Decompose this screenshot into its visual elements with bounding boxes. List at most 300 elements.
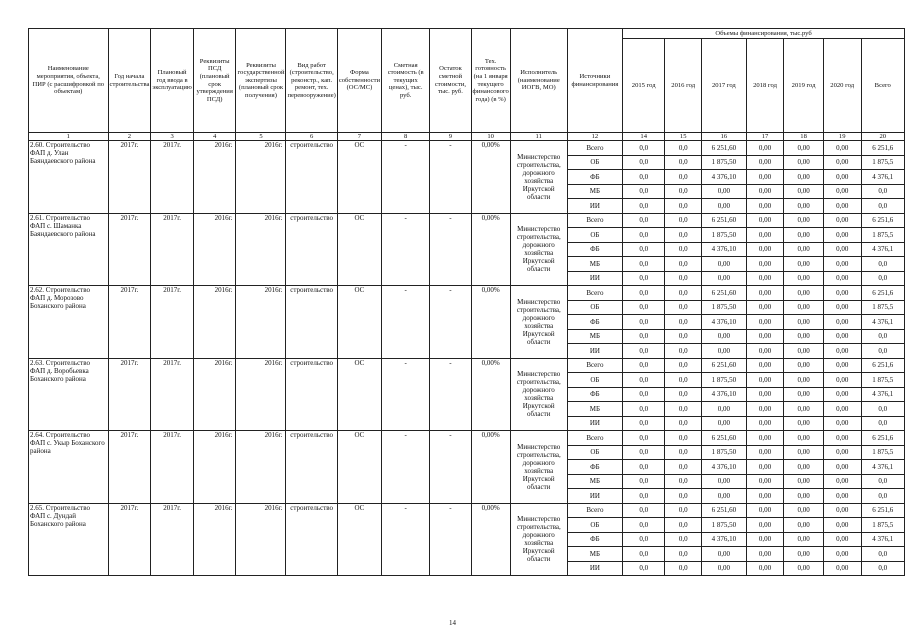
funding-value: 0,00 (746, 242, 784, 257)
column-number: 11 (510, 133, 567, 141)
funding-value: 0,00 (746, 416, 784, 431)
funding-value: 0,00 (702, 402, 747, 417)
funding-value: 0,00 (784, 228, 823, 243)
funding-value: 0,0 (665, 170, 702, 185)
funding-value: 0,0 (665, 460, 702, 475)
funding-value: 0,00 (746, 532, 784, 547)
plan-year: 2017г. (151, 431, 193, 504)
funding-source: ИИ (567, 271, 622, 286)
funding-total: 0,0 (861, 257, 904, 272)
funding-source: ФБ (567, 242, 622, 257)
funding-value: 0,00 (823, 213, 861, 228)
funding-value: 0,0 (623, 300, 665, 315)
psd-date: 2016г. (193, 358, 236, 431)
funding-value: 0,00 (823, 503, 861, 518)
funding-table (28, 28, 905, 576)
funding-value: 0,0 (623, 373, 665, 388)
funding-value: 6 251,60 (702, 141, 747, 156)
funding-source: Всего (567, 431, 622, 446)
funding-value: 0,0 (665, 358, 702, 373)
funding-value: 0,00 (784, 329, 823, 344)
funding-value: 0,00 (746, 184, 784, 199)
header-plan-year: Плановый год ввода в эксплуатацию (151, 29, 193, 133)
ownership: ОС (337, 286, 381, 359)
funding-value: 0,00 (784, 561, 823, 576)
funding-value: 0,00 (746, 431, 784, 446)
funding-value: 0,0 (665, 416, 702, 431)
work-type: строительство (286, 286, 337, 359)
funding-value: 0,00 (784, 431, 823, 446)
funding-value: 0,00 (784, 503, 823, 518)
funding-value: 0,00 (823, 387, 861, 402)
document-sheet (28, 28, 905, 576)
project-name: 2.65. Строительство ФАП с. Дундай Боханского района (29, 503, 109, 576)
funding-value: 0,0 (665, 315, 702, 330)
estimate: - (382, 503, 430, 576)
funding-value: 0,00 (746, 141, 784, 156)
expertise-date: 2016г. (236, 141, 286, 214)
funding-value: 0,0 (665, 532, 702, 547)
funding-value: 0,0 (665, 431, 702, 446)
funding-value: 0,0 (665, 387, 702, 402)
funding-value: 0,00 (823, 286, 861, 301)
ownership: ОС (337, 431, 381, 504)
funding-value: 0,00 (823, 474, 861, 489)
funding-source: ФБ (567, 170, 622, 185)
funding-value: 0,0 (665, 184, 702, 199)
funding-value: 0,0 (665, 199, 702, 214)
work-type: строительство (286, 141, 337, 214)
page-number: 14 (449, 619, 456, 627)
funding-value: 0,00 (746, 155, 784, 170)
expertise-date: 2016г. (236, 358, 286, 431)
funding-value: 0,0 (665, 228, 702, 243)
table-row (29, 141, 905, 156)
funding-value: 0,00 (746, 503, 784, 518)
funding-value: 0,00 (702, 344, 747, 359)
funding-value: 0,00 (823, 329, 861, 344)
funding-value: 0,00 (784, 199, 823, 214)
funding-value: 0,00 (702, 474, 747, 489)
funding-value: 0,0 (665, 242, 702, 257)
funding-source: ФБ (567, 387, 622, 402)
funding-value: 0,0 (623, 431, 665, 446)
funding-value: 0,0 (623, 199, 665, 214)
expertise-date: 2016г. (236, 503, 286, 576)
funding-source: ОБ (567, 445, 622, 460)
funding-source: ОБ (567, 228, 622, 243)
funding-value: 6 251,60 (702, 213, 747, 228)
column-number: 16 (702, 133, 747, 141)
funding-value: 0,00 (823, 170, 861, 185)
funding-source: ИИ (567, 344, 622, 359)
start-year: 2017г. (108, 141, 151, 214)
funding-value: 0,00 (746, 547, 784, 562)
funding-value: 0,00 (702, 489, 747, 504)
funding-total: 6 251,6 (861, 358, 904, 373)
funding-value: 0,0 (623, 474, 665, 489)
funding-value: 0,0 (665, 402, 702, 417)
funding-source: МБ (567, 547, 622, 562)
funding-value: 0,00 (823, 141, 861, 156)
start-year: 2017г. (108, 213, 151, 286)
funding-value: 0,0 (623, 242, 665, 257)
funding-total: 4 376,1 (861, 387, 904, 402)
funding-source: МБ (567, 329, 622, 344)
readiness: 0,00% (471, 286, 510, 359)
funding-value: 0,0 (623, 257, 665, 272)
funding-value: 0,0 (665, 561, 702, 576)
ownership: ОС (337, 358, 381, 431)
psd-date: 2016г. (193, 503, 236, 576)
funding-value: 0,0 (665, 300, 702, 315)
funding-value: 0,0 (623, 561, 665, 576)
estimate: - (382, 286, 430, 359)
header-expertise: Реквизиты государственной экспертизы (плановый срок получения) (236, 29, 286, 133)
funding-value: 0,0 (623, 460, 665, 475)
funding-value: 0,00 (823, 402, 861, 417)
funding-value: 0,0 (665, 373, 702, 388)
funding-value: 0,0 (623, 503, 665, 518)
start-year: 2017г. (108, 503, 151, 576)
ownership: ОС (337, 503, 381, 576)
header-year: 2016 год (665, 39, 702, 133)
estimate: - (382, 431, 430, 504)
funding-value: 0,00 (746, 460, 784, 475)
funding-value: 0,00 (823, 547, 861, 562)
work-type: строительство (286, 213, 337, 286)
column-number: 14 (623, 133, 665, 141)
column-number: 3 (151, 133, 193, 141)
funding-total: 0,0 (861, 344, 904, 359)
funding-value: 0,00 (746, 445, 784, 460)
funding-value: 0,0 (623, 402, 665, 417)
funding-value: 0,00 (702, 257, 747, 272)
funding-value: 0,00 (784, 170, 823, 185)
funding-total: 6 251,6 (861, 286, 904, 301)
column-number: 6 (286, 133, 337, 141)
funding-value: 0,00 (784, 213, 823, 228)
funding-source: ИИ (567, 489, 622, 504)
funding-value: 0,0 (665, 474, 702, 489)
funding-value: 0,0 (623, 518, 665, 533)
funding-value: 0,00 (823, 344, 861, 359)
funding-value: 0,0 (665, 445, 702, 460)
funding-total: 1 875,5 (861, 518, 904, 533)
funding-value: 0,0 (623, 141, 665, 156)
funding-value: 0,00 (746, 373, 784, 388)
funding-value: 0,00 (746, 315, 784, 330)
funding-value: 0,0 (623, 228, 665, 243)
funding-total: 6 251,6 (861, 431, 904, 446)
estimate: - (382, 358, 430, 431)
funding-value: 1 875,50 (702, 300, 747, 315)
executor: Министерство строительства, дорожного хозяйства Иркутской области (510, 503, 567, 576)
table-row (29, 503, 905, 518)
funding-value: 0,00 (746, 561, 784, 576)
table-body (29, 141, 905, 576)
funding-source: ФБ (567, 460, 622, 475)
funding-total: 0,0 (861, 561, 904, 576)
funding-source: ОБ (567, 300, 622, 315)
funding-total: 0,0 (861, 402, 904, 417)
funding-source: ФБ (567, 315, 622, 330)
funding-source: Всего (567, 286, 622, 301)
header-year: 2020 год (823, 39, 861, 133)
funding-source: МБ (567, 184, 622, 199)
funding-value: 0,0 (623, 416, 665, 431)
funding-total: 1 875,5 (861, 373, 904, 388)
funding-value: 0,00 (746, 387, 784, 402)
header-start-year: Год начала строительства (108, 29, 151, 133)
funding-value: 4 376,10 (702, 315, 747, 330)
readiness: 0,00% (471, 431, 510, 504)
funding-source: Всего (567, 213, 622, 228)
executor: Министерство строительства, дорожного хозяйства Иркутской области (510, 286, 567, 359)
funding-value: 0,00 (784, 344, 823, 359)
funding-value: 0,0 (623, 271, 665, 286)
header-funding: Объемы финансирования, тыс.руб (623, 29, 905, 39)
funding-source: МБ (567, 474, 622, 489)
funding-value: 0,00 (784, 315, 823, 330)
funding-value: 0,0 (665, 547, 702, 562)
funding-value: 0,00 (746, 286, 784, 301)
expertise-date: 2016г. (236, 286, 286, 359)
funding-value: 0,0 (623, 315, 665, 330)
funding-total: 6 251,6 (861, 141, 904, 156)
header-name: Наименование мероприятия, объекта, ПИР (с расшифровкой по объектам) (29, 29, 109, 133)
header-sources: Источники финансирования (567, 29, 622, 133)
funding-value: 0,0 (623, 358, 665, 373)
funding-value: 0,0 (665, 344, 702, 359)
funding-value: 0,00 (784, 373, 823, 388)
remaining: - (430, 213, 471, 286)
funding-value: 1 875,50 (702, 373, 747, 388)
work-type: строительство (286, 503, 337, 576)
funding-source: МБ (567, 257, 622, 272)
column-number: 8 (382, 133, 430, 141)
funding-value: 0,00 (823, 489, 861, 504)
funding-value: 0,00 (823, 271, 861, 286)
funding-value: 4 376,10 (702, 460, 747, 475)
psd-date: 2016г. (193, 141, 236, 214)
remaining: - (430, 503, 471, 576)
column-number: 19 (823, 133, 861, 141)
funding-total: 4 376,1 (861, 460, 904, 475)
column-number: 15 (665, 133, 702, 141)
funding-value: 0,0 (623, 170, 665, 185)
psd-date: 2016г. (193, 213, 236, 286)
table-row (29, 213, 905, 228)
table-row (29, 358, 905, 373)
column-number: 7 (337, 133, 381, 141)
funding-total: 1 875,5 (861, 300, 904, 315)
funding-value: 0,00 (746, 300, 784, 315)
funding-value: 0,00 (823, 228, 861, 243)
start-year: 2017г. (108, 431, 151, 504)
funding-value: 0,0 (665, 257, 702, 272)
funding-total: 4 376,1 (861, 315, 904, 330)
funding-value: 0,00 (746, 358, 784, 373)
funding-value: 0,00 (823, 445, 861, 460)
funding-source: ИИ (567, 561, 622, 576)
funding-value: 0,00 (823, 184, 861, 199)
readiness: 0,00% (471, 213, 510, 286)
executor: Министерство строительства, дорожного хозяйства Иркутской области (510, 141, 567, 214)
funding-value: 0,00 (784, 184, 823, 199)
funding-value: 0,00 (823, 315, 861, 330)
funding-value: 0,0 (623, 532, 665, 547)
header-total: Всего (861, 39, 904, 133)
header-year: 2018 год (746, 39, 784, 133)
funding-value: 0,00 (784, 286, 823, 301)
funding-value: 0,00 (823, 518, 861, 533)
funding-value: 6 251,60 (702, 286, 747, 301)
executor: Министерство строительства, дорожного хозяйства Иркутской области (510, 358, 567, 431)
funding-value: 0,00 (823, 373, 861, 388)
funding-value: 0,00 (823, 358, 861, 373)
psd-date: 2016г. (193, 431, 236, 504)
expertise-date: 2016г. (236, 431, 286, 504)
funding-value: 0,00 (823, 532, 861, 547)
funding-value: 0,00 (784, 518, 823, 533)
header-year: 2017 год (702, 39, 747, 133)
header-estimate: Сметная стоимость (в текущих ценах), тыс. руб. (382, 29, 430, 133)
project-name: 2.63. Строительство ФАП д. Воробьевка Боханского района (29, 358, 109, 431)
column-number: 9 (430, 133, 471, 141)
funding-value: 0,00 (702, 329, 747, 344)
estimate: - (382, 213, 430, 286)
column-number: 20 (861, 133, 904, 141)
readiness: 0,00% (471, 358, 510, 431)
funding-value: 0,0 (665, 489, 702, 504)
funding-value: 4 376,10 (702, 170, 747, 185)
remaining: - (430, 286, 471, 359)
funding-value: 6 251,60 (702, 431, 747, 446)
funding-value: 0,0 (623, 387, 665, 402)
funding-value: 0,00 (784, 474, 823, 489)
funding-total: 4 376,1 (861, 532, 904, 547)
funding-value: 0,0 (665, 518, 702, 533)
psd-date: 2016г. (193, 286, 236, 359)
funding-value: 0,00 (702, 561, 747, 576)
funding-value: 0,00 (746, 271, 784, 286)
funding-value: 0,00 (746, 213, 784, 228)
funding-source: Всего (567, 141, 622, 156)
funding-value: 0,00 (784, 271, 823, 286)
funding-value: 0,00 (702, 271, 747, 286)
funding-source: Всего (567, 358, 622, 373)
funding-value: 0,0 (665, 271, 702, 286)
column-number: 1 (29, 133, 109, 141)
funding-value: 0,00 (823, 242, 861, 257)
funding-value: 0,0 (623, 489, 665, 504)
header-executor: Исполнитель (наименование ИОГВ, МО) (510, 29, 567, 133)
start-year: 2017г. (108, 358, 151, 431)
funding-value: 1 875,50 (702, 518, 747, 533)
funding-value: 0,00 (702, 416, 747, 431)
funding-value: 4 376,10 (702, 242, 747, 257)
funding-value: 0,00 (746, 402, 784, 417)
funding-value: 0,00 (746, 344, 784, 359)
plan-year: 2017г. (151, 358, 193, 431)
readiness: 0,00% (471, 141, 510, 214)
funding-value: 0,00 (746, 199, 784, 214)
plan-year: 2017г. (151, 503, 193, 576)
remaining: - (430, 141, 471, 214)
funding-value: 0,00 (784, 547, 823, 562)
funding-value: 0,00 (702, 199, 747, 214)
column-number: 4 (193, 133, 236, 141)
funding-value: 0,00 (784, 358, 823, 373)
funding-source: Всего (567, 503, 622, 518)
plan-year: 2017г. (151, 141, 193, 214)
funding-total: 0,0 (861, 184, 904, 199)
funding-total: 1 875,5 (861, 445, 904, 460)
funding-value: 0,0 (665, 155, 702, 170)
funding-value: 0,0 (623, 329, 665, 344)
funding-value: 0,00 (784, 155, 823, 170)
funding-value: 0,00 (746, 170, 784, 185)
expertise-date: 2016г. (236, 213, 286, 286)
funding-value: 0,00 (702, 184, 747, 199)
funding-value: 0,00 (823, 300, 861, 315)
funding-value: 6 251,60 (702, 358, 747, 373)
funding-value: 0,0 (665, 329, 702, 344)
funding-value: 0,0 (665, 213, 702, 228)
funding-value: 0,00 (784, 416, 823, 431)
funding-source: ОБ (567, 373, 622, 388)
funding-source: ИИ (567, 199, 622, 214)
funding-value: 0,00 (746, 518, 784, 533)
funding-value: 1 875,50 (702, 228, 747, 243)
funding-value: 0,0 (665, 503, 702, 518)
funding-value: 6 251,60 (702, 503, 747, 518)
funding-value: 0,00 (823, 561, 861, 576)
funding-value: 0,00 (784, 141, 823, 156)
funding-value: 0,00 (784, 445, 823, 460)
funding-total: 0,0 (861, 271, 904, 286)
executor: Министерство строительства, дорожного хозяйства Иркутской области (510, 213, 567, 286)
project-name: 2.60. Строительство ФАП д. Улан Баяндаевского района (29, 141, 109, 214)
funding-total: 0,0 (861, 199, 904, 214)
funding-value: 4 376,10 (702, 532, 747, 547)
funding-value: 0,00 (746, 474, 784, 489)
funding-value: 0,00 (746, 228, 784, 243)
funding-total: 6 251,6 (861, 503, 904, 518)
funding-value: 0,00 (784, 402, 823, 417)
funding-value: 0,00 (784, 460, 823, 475)
column-number: 18 (784, 133, 823, 141)
funding-value: 0,0 (623, 155, 665, 170)
funding-value: 0,00 (784, 387, 823, 402)
column-number: 12 (567, 133, 622, 141)
ownership: ОС (337, 213, 381, 286)
plan-year: 2017г. (151, 286, 193, 359)
project-name: 2.61. Строительство ФАП с. Шаманка Баяндаевского района (29, 213, 109, 286)
header-readiness: Тех. готовность (на 1 января текущего финансового года) (в %) (471, 29, 510, 133)
table-row (29, 286, 905, 301)
funding-value: 0,00 (823, 199, 861, 214)
header-row-1 (29, 29, 905, 39)
funding-value: 0,00 (823, 257, 861, 272)
funding-total: 0,0 (861, 547, 904, 562)
funding-value: 0,00 (746, 329, 784, 344)
executor: Министерство строительства, дорожного хозяйства Иркутской области (510, 431, 567, 504)
funding-value: 0,00 (784, 300, 823, 315)
funding-value: 0,00 (702, 547, 747, 562)
header-psd: Реквизиты ПСД (плановый срок утверждения ПСД) (193, 29, 236, 133)
